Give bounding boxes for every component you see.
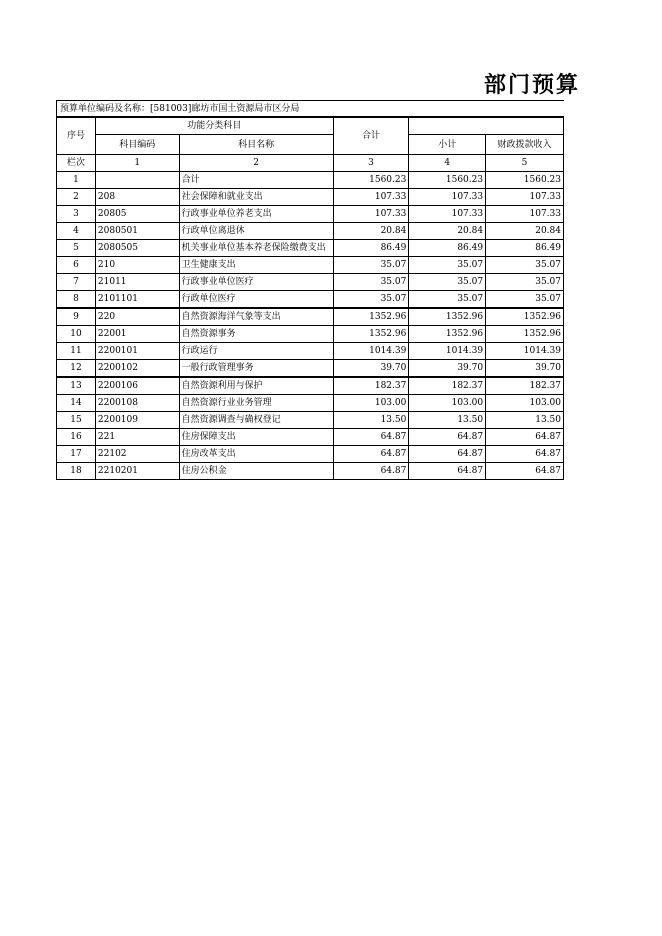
- cell-fiscal: 13.50: [486, 412, 564, 429]
- colnum-label: 栏次: [57, 155, 96, 172]
- table-row: [57, 274, 564, 291]
- table-row: [57, 189, 564, 206]
- cell-name: 自然资源事务: [179, 326, 333, 343]
- cell-code: [95, 172, 179, 189]
- cell-total: 1352.96: [333, 326, 409, 343]
- cell-seq: 17: [57, 446, 96, 463]
- cell-name: 行政单位医疗: [179, 291, 333, 309]
- cell-total: 13.50: [333, 412, 409, 429]
- cell-total: 64.87: [333, 446, 409, 463]
- cell-seq: 12: [57, 360, 96, 378]
- table-row: [57, 343, 564, 360]
- cell-code: 208: [95, 189, 179, 206]
- colnum-1: 1: [95, 155, 179, 172]
- table-row: [57, 291, 564, 309]
- cell-fiscal: 35.07: [486, 291, 564, 309]
- header-row-1: [57, 118, 564, 135]
- cell-seq: 3: [57, 206, 96, 223]
- cell-total: 1560.23: [333, 172, 409, 189]
- cell-subtotal: 35.07: [409, 257, 486, 274]
- cell-seq: 16: [57, 429, 96, 446]
- cell-subtotal: 35.07: [409, 291, 486, 309]
- cell-subtotal: 182.37: [409, 377, 486, 395]
- cell-name: 卫生健康支出: [179, 257, 333, 274]
- cell-seq: 4: [57, 223, 96, 240]
- cell-fiscal: 64.87: [486, 446, 564, 463]
- budget-table: [56, 117, 564, 480]
- cell-name: 自然资源利用与保护: [179, 377, 333, 395]
- cell-code: 2101101: [95, 291, 179, 309]
- header-fiscal: 财政拨款收入: [486, 135, 564, 155]
- colnum-5: 5: [486, 155, 564, 172]
- cell-total: 107.33: [333, 206, 409, 223]
- header-seq: 序号: [57, 118, 96, 155]
- table-row: [57, 377, 564, 395]
- cell-subtotal: 64.87: [409, 429, 486, 446]
- cell-code: 2080505: [95, 240, 179, 257]
- cell-seq: 15: [57, 412, 96, 429]
- table-row: [57, 240, 564, 257]
- cell-name: 一般行政管理事务: [179, 360, 333, 378]
- cell-fiscal: 107.33: [486, 206, 564, 223]
- cell-fiscal: 1352.96: [486, 308, 564, 326]
- cell-fiscal: 1560.23: [486, 172, 564, 189]
- cell-seq: 7: [57, 274, 96, 291]
- cell-name: 行政事业单位养老支出: [179, 206, 333, 223]
- cell-total: 1352.96: [333, 308, 409, 326]
- cell-fiscal: 35.07: [486, 274, 564, 291]
- cell-code: 2200101: [95, 343, 179, 360]
- cell-name: 自然资源海洋气象等支出: [179, 308, 333, 326]
- colnum-4: 4: [409, 155, 486, 172]
- table-row: [57, 412, 564, 429]
- cell-fiscal: 35.07: [486, 257, 564, 274]
- cell-fiscal: 182.37: [486, 377, 564, 395]
- cell-subtotal: 64.87: [409, 446, 486, 463]
- budget-sheet: [56, 100, 564, 480]
- cell-total: 1014.39: [333, 343, 409, 360]
- cell-fiscal: 107.33: [486, 189, 564, 206]
- cell-total: 103.00: [333, 395, 409, 412]
- cell-code: 20805: [95, 206, 179, 223]
- cell-subtotal: 64.87: [409, 463, 486, 480]
- cell-code: 2200108: [95, 395, 179, 412]
- cell-code: 2200109: [95, 412, 179, 429]
- cell-total: 64.87: [333, 463, 409, 480]
- cell-subtotal: 107.33: [409, 189, 486, 206]
- header-blank: [409, 118, 564, 135]
- cell-code: 2080501: [95, 223, 179, 240]
- table-row: [57, 360, 564, 378]
- cell-name: 合计: [179, 172, 333, 189]
- table-row: [57, 446, 564, 463]
- cell-subtotal: 103.00: [409, 395, 486, 412]
- cell-fiscal: 64.87: [486, 463, 564, 480]
- cell-seq: 8: [57, 291, 96, 309]
- cell-fiscal: 86.49: [486, 240, 564, 257]
- cell-code: 2210201: [95, 463, 179, 480]
- cell-name: 住房公积金: [179, 463, 333, 480]
- cell-seq: 10: [57, 326, 96, 343]
- cell-code: 2200102: [95, 360, 179, 378]
- cell-fiscal: 64.87: [486, 429, 564, 446]
- cell-seq: 11: [57, 343, 96, 360]
- header-subtotal: 小计: [409, 135, 486, 155]
- colnum-3: 3: [333, 155, 409, 172]
- table-row: [57, 463, 564, 480]
- cell-seq: 14: [57, 395, 96, 412]
- cell-subtotal: 39.70: [409, 360, 486, 378]
- cell-subtotal: 1352.96: [409, 326, 486, 343]
- header-total: 合计: [333, 118, 409, 155]
- cell-subtotal: 1352.96: [409, 308, 486, 326]
- page-title: 部门预算: [484, 72, 581, 98]
- unit-line: 预算单位编码及名称：[581003]廊坊市国土资源局市区分局: [56, 100, 564, 117]
- header-row-2: [57, 135, 564, 155]
- header-func-group: 功能分类科目: [95, 118, 333, 135]
- header-name: 科目名称: [179, 135, 333, 155]
- cell-subtotal: 35.07: [409, 274, 486, 291]
- cell-seq: 5: [57, 240, 96, 257]
- table-row: [57, 172, 564, 189]
- table-row: [57, 257, 564, 274]
- cell-total: 182.37: [333, 377, 409, 395]
- cell-seq: 6: [57, 257, 96, 274]
- cell-name: 住房改革支出: [179, 446, 333, 463]
- header-code: 科目编码: [95, 135, 179, 155]
- table-row: [57, 308, 564, 326]
- cell-subtotal: 86.49: [409, 240, 486, 257]
- cell-code: 22001: [95, 326, 179, 343]
- cell-code: 220: [95, 308, 179, 326]
- cell-seq: 9: [57, 308, 96, 326]
- cell-name: 自然资源调查与确权登记: [179, 412, 333, 429]
- cell-total: 86.49: [333, 240, 409, 257]
- cell-total: 39.70: [333, 360, 409, 378]
- table-row: [57, 326, 564, 343]
- cell-code: 210: [95, 257, 179, 274]
- cell-code: 2200106: [95, 377, 179, 395]
- cell-subtotal: 13.50: [409, 412, 486, 429]
- cell-code: 22102: [95, 446, 179, 463]
- table-row: [57, 223, 564, 240]
- cell-name: 行政单位离退休: [179, 223, 333, 240]
- cell-total: 20.84: [333, 223, 409, 240]
- table-row: [57, 206, 564, 223]
- cell-fiscal: 1014.39: [486, 343, 564, 360]
- cell-total: 35.07: [333, 257, 409, 274]
- cell-total: 35.07: [333, 274, 409, 291]
- cell-subtotal: 1560.23: [409, 172, 486, 189]
- cell-total: 35.07: [333, 291, 409, 309]
- cell-total: 107.33: [333, 189, 409, 206]
- cell-fiscal: 103.00: [486, 395, 564, 412]
- cell-total: 64.87: [333, 429, 409, 446]
- cell-name: 住房保障支出: [179, 429, 333, 446]
- cell-subtotal: 107.33: [409, 206, 486, 223]
- cell-fiscal: 20.84: [486, 223, 564, 240]
- cell-code: 221: [95, 429, 179, 446]
- cell-name: 行政事业单位医疗: [179, 274, 333, 291]
- colnum-2: 2: [179, 155, 333, 172]
- table-row: [57, 395, 564, 412]
- cell-seq: 13: [57, 377, 96, 395]
- cell-code: 21011: [95, 274, 179, 291]
- table-row: [57, 429, 564, 446]
- cell-name: 社会保障和就业支出: [179, 189, 333, 206]
- cell-seq: 1: [57, 172, 96, 189]
- cell-seq: 18: [57, 463, 96, 480]
- cell-fiscal: 1352.96: [486, 326, 564, 343]
- cell-seq: 2: [57, 189, 96, 206]
- cell-name: 机关事业单位基本养老保险缴费支出: [179, 240, 333, 257]
- column-number-row: [57, 155, 564, 172]
- cell-fiscal: 39.70: [486, 360, 564, 378]
- cell-name: 行政运行: [179, 343, 333, 360]
- cell-name: 自然资源行业业务管理: [179, 395, 333, 412]
- cell-subtotal: 20.84: [409, 223, 486, 240]
- cell-subtotal: 1014.39: [409, 343, 486, 360]
